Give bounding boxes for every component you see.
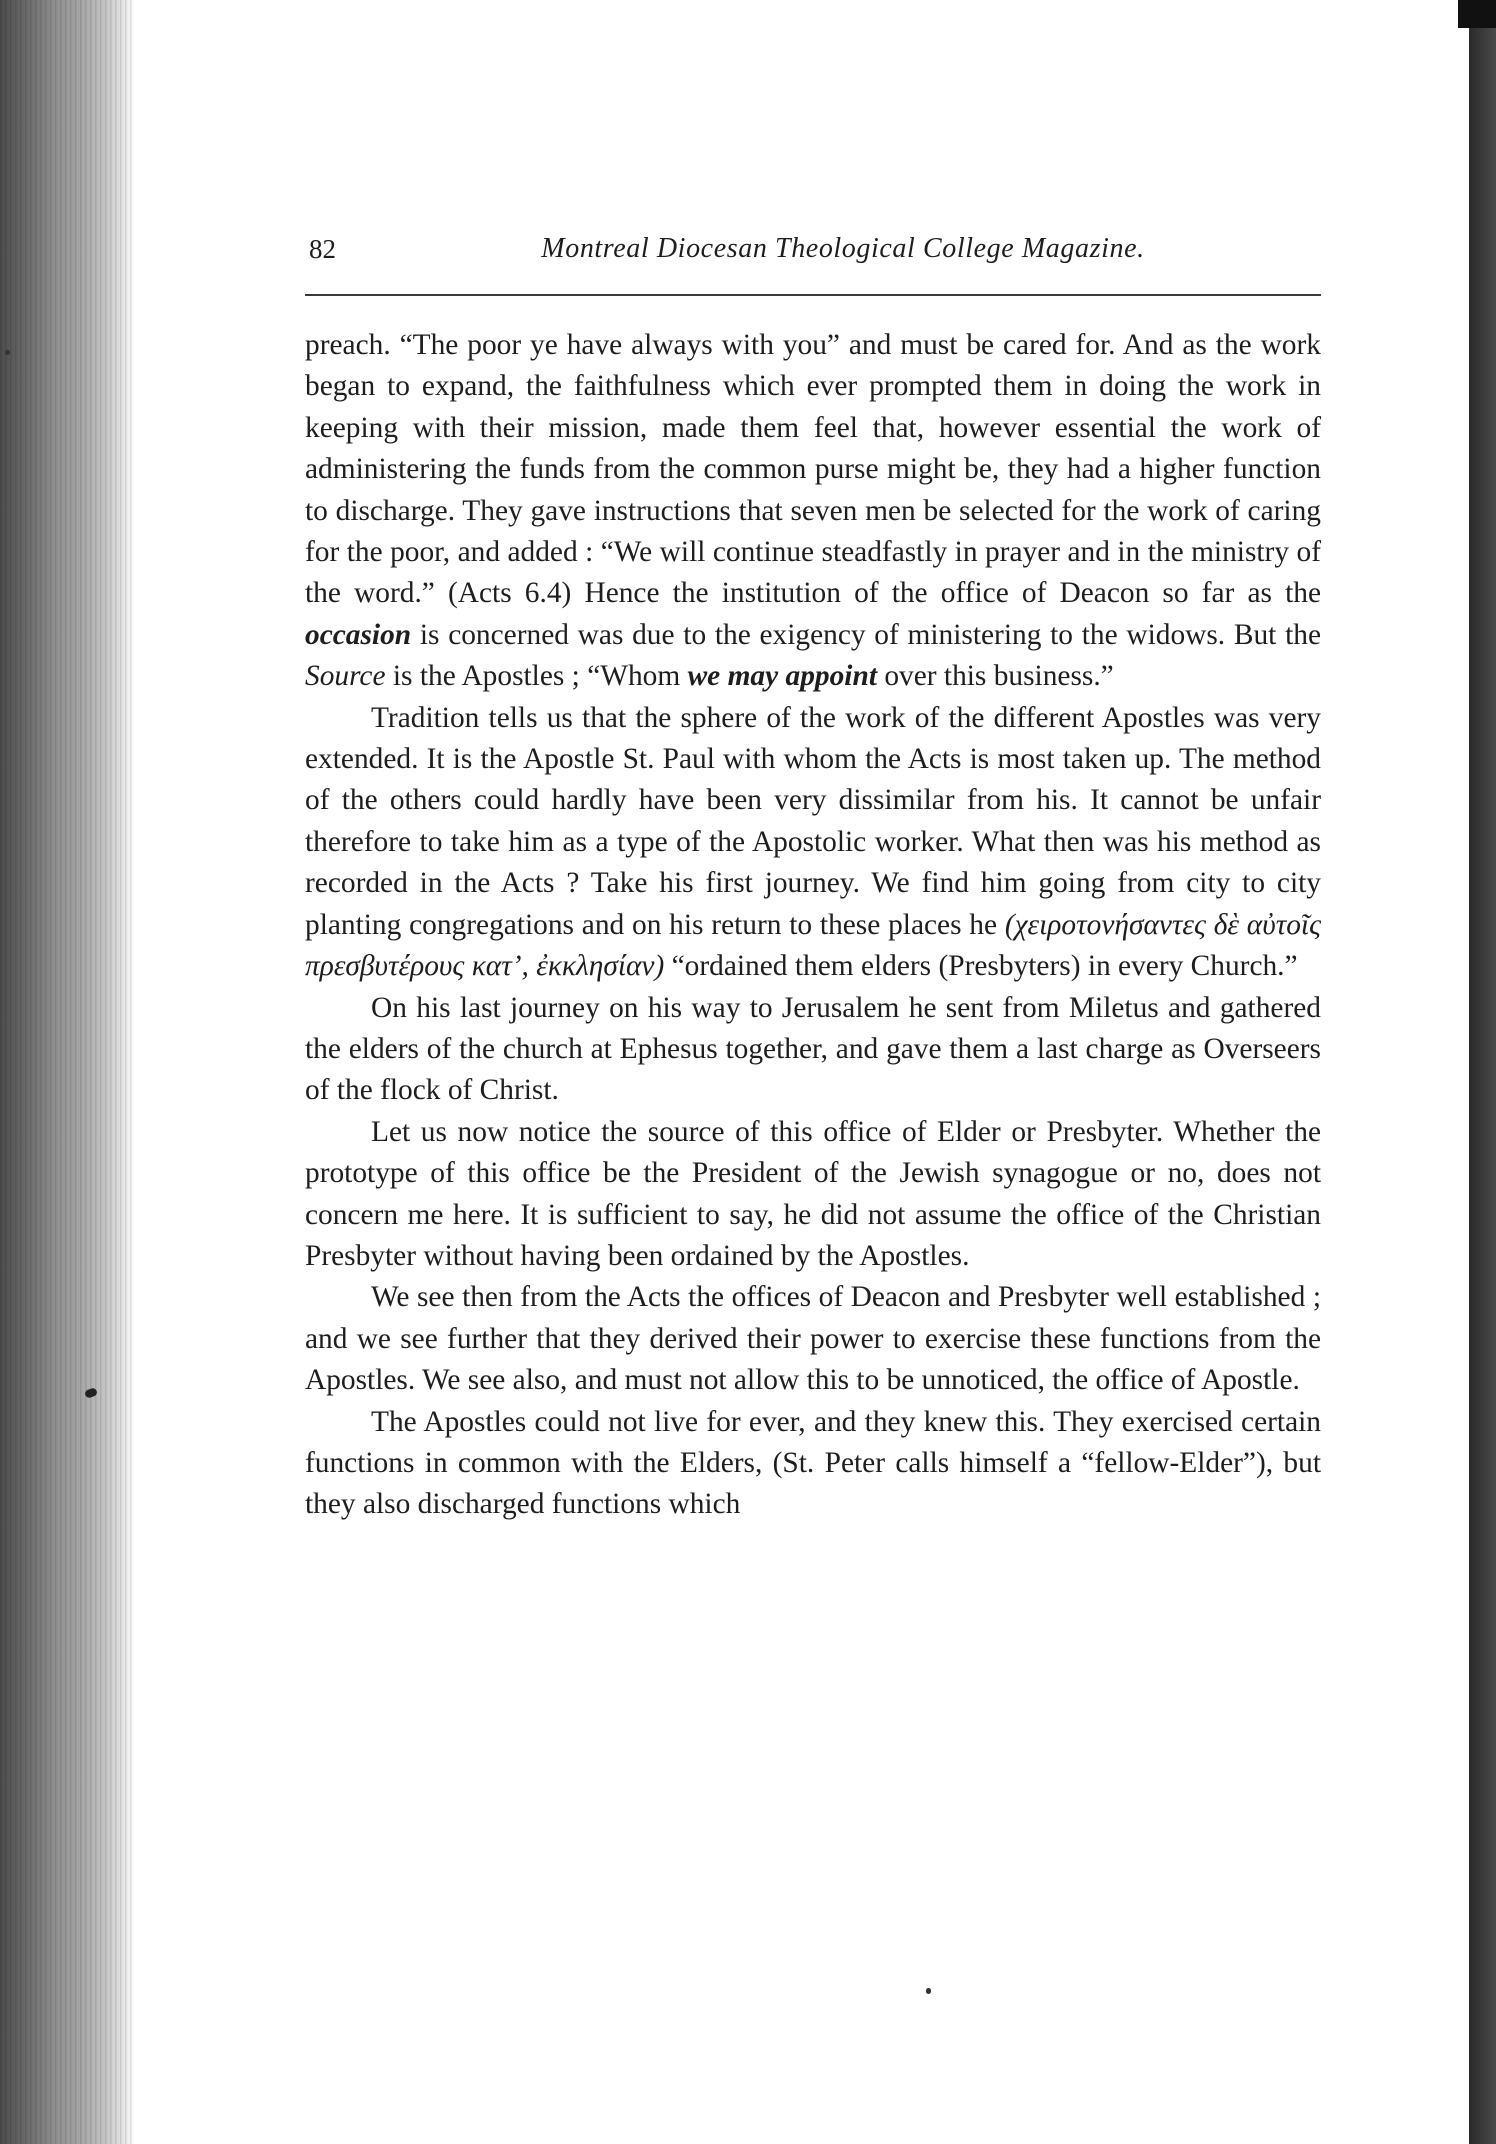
running-title: Montreal Diocesan Theological College Magazine. — [541, 233, 1145, 264]
paragraph-1-text-b: is concerned was due to the exigency of ministering to the widows. But the — [411, 618, 1321, 651]
paragraph-2-text-b: “ordained them elders (Presbyters) in every Church.” — [664, 950, 1298, 983]
paragraph-1 — [305, 325, 1321, 698]
scan-speck — [5, 350, 10, 355]
scan-border-corner — [1458, 0, 1496, 28]
paragraph-4: Let us now notice the source of this office of Elder or Presbyter. Whether the prototype of this office be the President of the Jewish synagogue or no, does not concern me here. It is sufficient to say, he did not assume the office of the Christian Presbyter without having been ordained by the Apostles. — [305, 1115, 1321, 1272]
page-body — [305, 325, 1321, 1526]
paragraph-1-text-d: over this business.” — [876, 660, 1114, 693]
emphasis-source: Source — [305, 660, 386, 693]
header-rule — [305, 294, 1321, 296]
paragraph-6: The Apostles could not live for ever, and they knew this. They exercised certain functions in common with the Elders, (St. Peter calls himself a “fellow-Elder”), but they also discharged functions which — [305, 1405, 1321, 1521]
emphasis-occasion: occasion — [305, 618, 412, 651]
page-header — [305, 231, 1321, 275]
paragraph-3: On his last journey on his way to Jerusalem he sent from Miletus and gathered the elders of the church at Ephesus together, and gave them a last charge as Overseers of the flock of Christ. — [305, 991, 1321, 1107]
paragraph-1-text-a: preach. “The poor ye have always with you” and must be cared for. And as the work began to expand, the faithfulness which ever prompted them in doing the work in keeping with their mission, made them feel that, however essential the work of administering the funds from the common purse might be, they had a higher function to discharge. They gave instructions that seven men be selected for the work of caring for the poor, and added : “We will continue steadfastly in prayer and in the ministry of the word.” (Acts 6.4) Hence the institution of the office of Deacon so far as the — [305, 329, 1321, 610]
page-number: 82 — [309, 234, 336, 264]
paragraph-5: We see then from the Acts the offices of Deacon and Presbyter well established ; and we see further that they derived their power to exercise these functions from the Apostles. We see also, and must not allow this to be unnoticed, the office of Apostle. — [305, 1281, 1321, 1397]
paragraph-1-text-c: is the Apostles ; “Whom — [385, 660, 688, 693]
paragraph-2 — [305, 698, 1321, 988]
scan-border-right — [1469, 0, 1496, 2144]
scan-speck-bottom — [926, 1988, 931, 1994]
paragraph-2-text-a: Tradition tells us that the sphere of the work of the different Apostles was very extended. It is the Apostle St. Paul with whom the Acts is most taken up. The method of the others could hardly have been very dissimilar from his. It cannot be unfair therefore to take him as a type of the Apostolic worker. What then was his method as recorded in the Acts ? Take his first journey. We find him going from city to city planting congregations and on his return to these places he — [305, 701, 1321, 941]
emphasis-we-may-appoint: we may appoint — [687, 660, 877, 693]
book-page-edge — [0, 0, 135, 2144]
greek-quotation: (χειροτονήσαντες δὲ αὐτοῖς πρεσβυτέρους κατ’, ἐκκλησίαν) — [305, 908, 1321, 983]
